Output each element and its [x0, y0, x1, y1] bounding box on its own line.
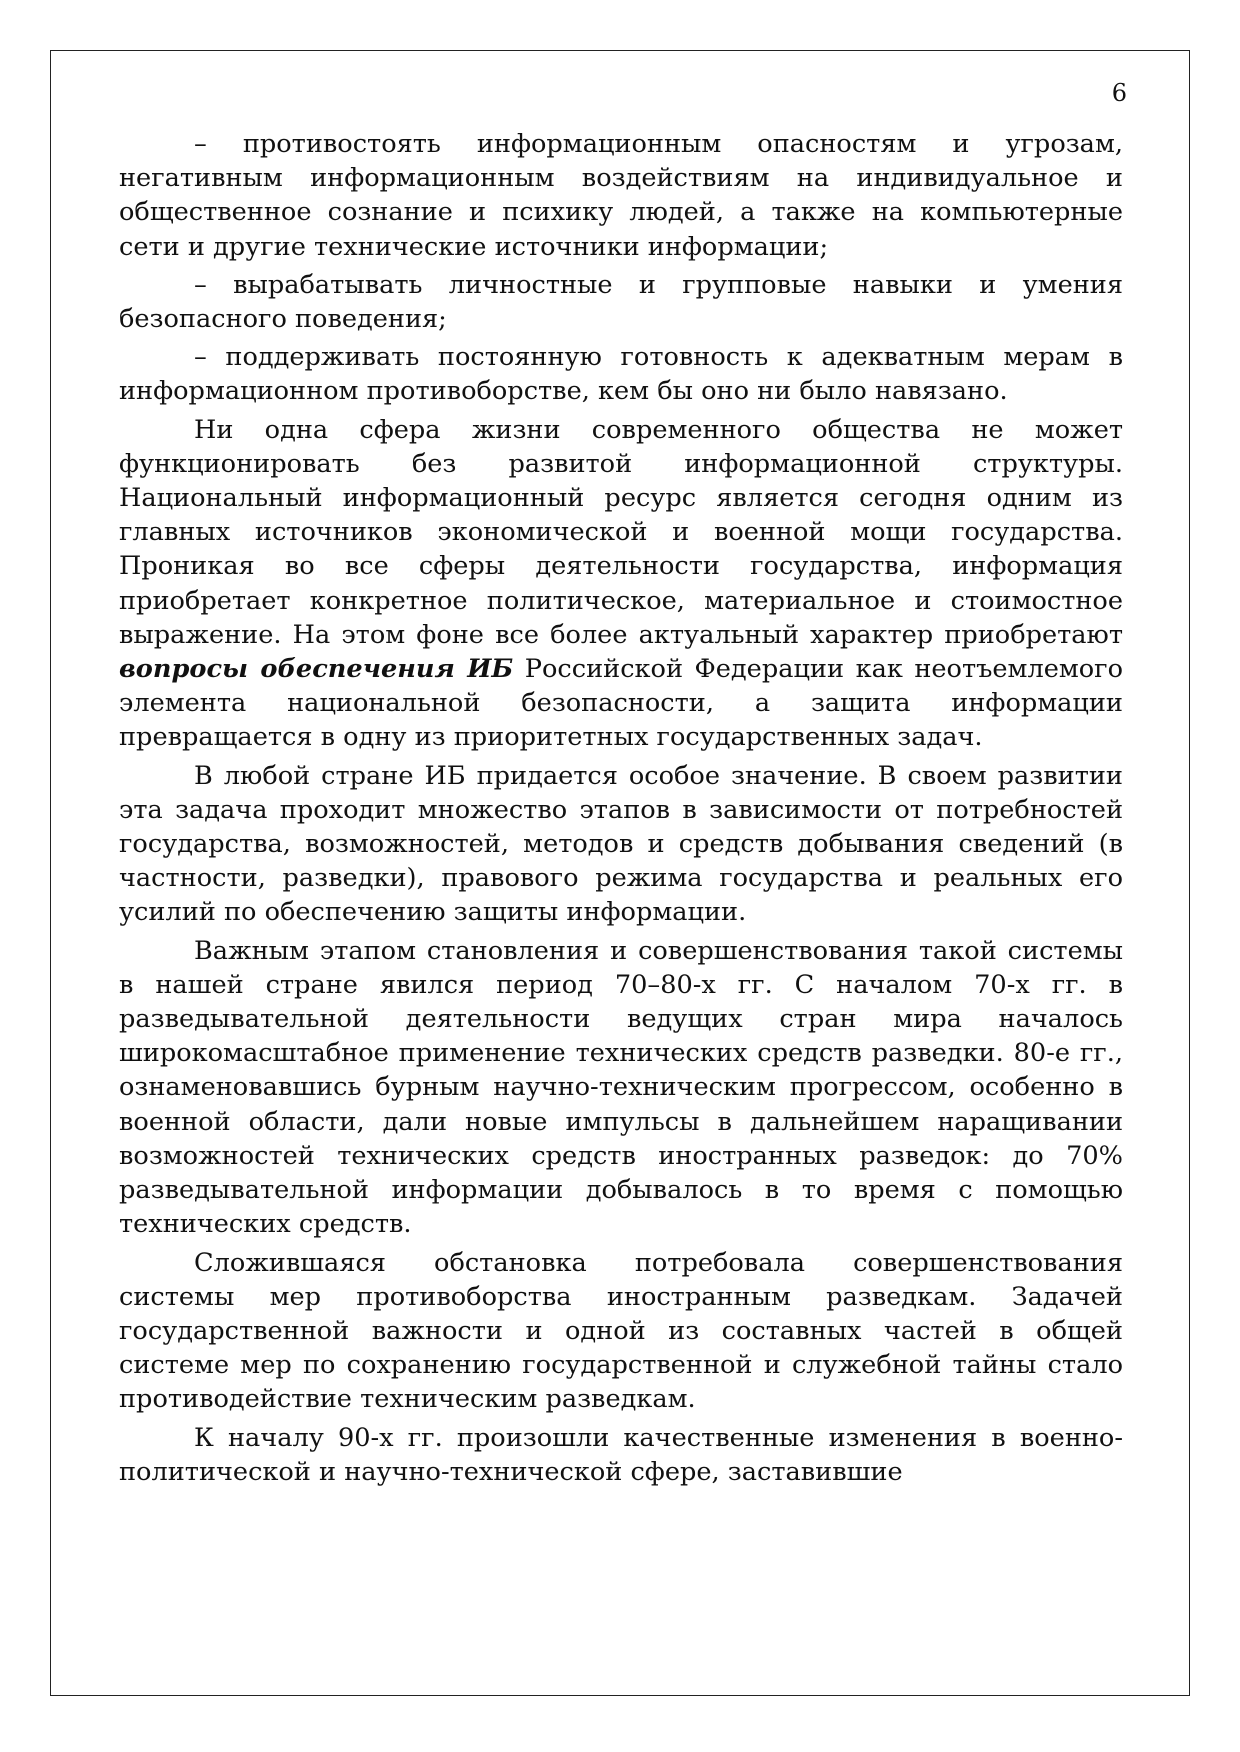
paragraph-bullet-readiness: – поддерживать постоянную готовность к адекватным мерам в информационном противоборстве, кем бы оно ни было навязано. — [119, 342, 1123, 407]
paragraph-countermeasures: Сложившаяся обстановка потребовала совершенствования системы мер противоборства иностранным разведкам. Задачей государственной важности и одной из составных частей в общей системе мер по сохранению государственной и служебной тайны стало противодействие техническим разведкам. — [119, 1247, 1123, 1415]
page-frame — [50, 50, 1190, 1696]
paragraph-90s-changes: К началу 90-х гг. произошли качественные изменения в военно-политической и научно-технической сфере, заставившие — [119, 1422, 1123, 1487]
page-number: 6 — [1111, 79, 1127, 107]
emphasized-term: вопросы обеспечения ИБ — [119, 654, 514, 685]
paragraph-bullet-safe-behavior: – вырабатывать личностные и групповые навыки и умения безопасного поведения; — [119, 269, 1123, 335]
paragraph-ib-importance: В любой стране ИБ придается особое значение. В своем развитии эта задача проходит множество этапов в зависимости от потребностей государства, возможностей, методов и средств добывания сведений (в частности, разведки), правового режима государства и реальных его усилий по обеспечению защиты информации. — [119, 760, 1123, 928]
document-body — [119, 127, 1123, 1493]
paragraph-bullet-counter-threats: – противостоять информационным опасностям и угрозам, негативным информационным воздействиям на индивидуальное и общественное сознание и психику людей, а также на компьютерные сети и другие технические источники информации; — [119, 129, 1123, 262]
paragraph-text-after: Российской Федерации как неотъемлемого элемента национальной безопасности, а защита информации превращается в одну из приоритетных государственных задач. — [119, 654, 1123, 753]
paragraph-text-before: Ни одна сфера жизни современного общества не может функционировать без развитой информационной структуры. Национальный информационный ресурс является сегодня одним из главных источников экономической и военной мощи государства. Проникая во все сферы деятельности государства, информация приобретает конкретное политическое, материальное и стоимостное выражение. На этом фоне все более актуальный характер приобретают — [119, 414, 1123, 650]
paragraph-70-80s-stage: Важным этапом становления и совершенствования такой системы в нашей стране явился период 70–80-х гг. С началом 70-х гг. в разведывательной деятельности ведущих стран мира началось широкомасштабное применение технических средств разведки. 80-е гг., ознаменовавшись бурным научно-техническим прогрессом, особенно в военной области, дали новые импульсы в дальнейшем наращивании возможностей технических средств иностранных разведок: до 70% разведывательной информации добывалось в то время с помощью технических средств. — [119, 935, 1123, 1240]
paragraph-information-resource — [119, 413, 1123, 755]
